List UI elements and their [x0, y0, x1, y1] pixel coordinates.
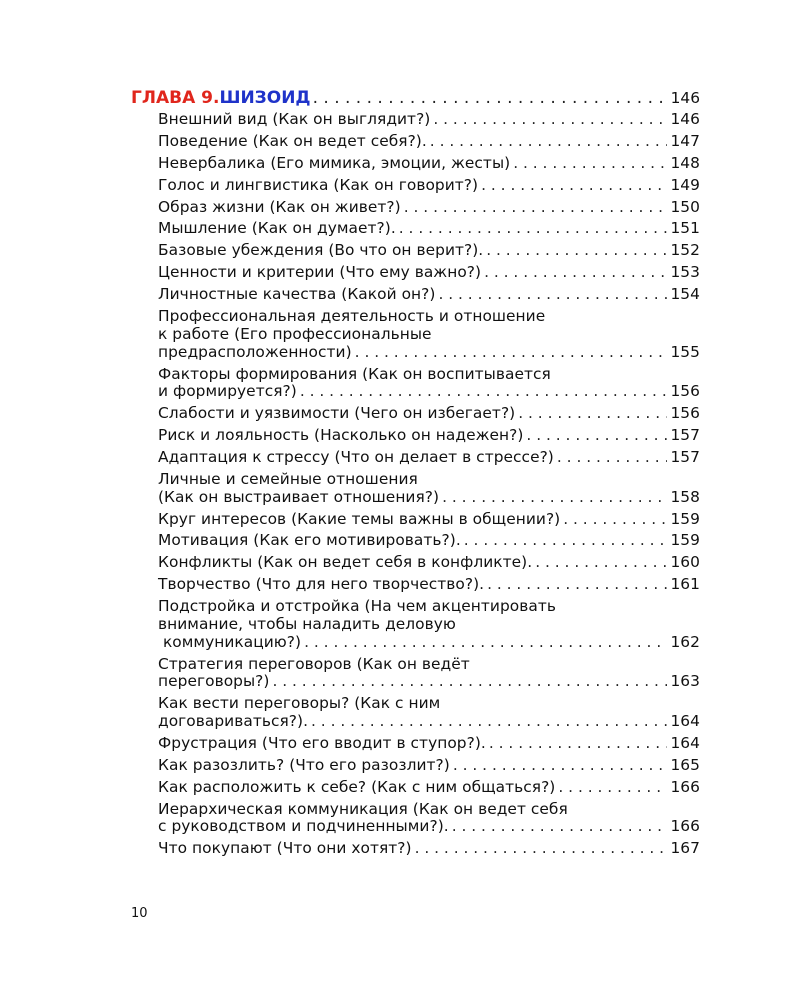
toc-entry-title: Мышление (Как он думает?). [158, 219, 396, 238]
toc-entry-last-line [158, 133, 700, 151]
dot-leader [438, 286, 667, 304]
toc-entry-title: Слабости и уязвимости (Чего он избегает?) [158, 404, 516, 423]
toc-entry [158, 471, 700, 507]
toc-entry-line: Профессиональная деятельность и отношение [158, 307, 546, 326]
toc-entry [158, 511, 700, 529]
toc-entry [158, 801, 700, 837]
toc-entry-page: 155 [670, 342, 700, 361]
toc-entry-title: переговоры?) [158, 672, 270, 691]
toc-entry-last-line [158, 344, 700, 362]
dot-leader [433, 111, 667, 129]
toc-entries [158, 111, 700, 858]
toc-entry-last-line [158, 511, 700, 529]
toc-entry-line: Иерархическая коммуникация (Как он ведет себя [158, 799, 568, 818]
toc-entry-page: 147 [670, 131, 700, 150]
toc-entry-title: Мотивация (Как его мотивировать?). [158, 531, 461, 550]
toc-entry-title: Поведение (Как он ведет себя?). [158, 131, 427, 150]
toc-entry-page: 161 [670, 575, 700, 594]
toc-entry [158, 308, 700, 361]
toc-entry-title: Внешний вид (Как он выглядит?) [158, 110, 431, 128]
dot-leader [300, 383, 668, 401]
toc-entry-last-line [158, 264, 700, 282]
toc-entry-title: Ценности и критерии (Что ему важно?) [158, 263, 482, 282]
toc-entry-last-line [158, 840, 700, 858]
toc-entry-page: 153 [670, 263, 700, 282]
toc-entry-line: Стратегия переговоров (Как он ведёт [158, 654, 470, 673]
dot-leader [486, 242, 667, 260]
dot-leader [487, 576, 667, 594]
toc-entry-last-line [158, 111, 700, 129]
dot-leader [535, 554, 667, 572]
toc-entry [158, 366, 700, 402]
toc-entry-title: Невербалика (Его мимика, эмоции, жесты) [158, 153, 511, 172]
dot-leader [442, 489, 667, 507]
toc-entry-title: Как разозлить? (Что его разозлит?) [158, 755, 450, 774]
dot-leader [313, 86, 668, 110]
toc-entry [158, 242, 700, 260]
toc-entry-title: Голос и лингвистика (Как он говорит?) [158, 175, 479, 194]
toc-entry-page: 156 [670, 382, 700, 401]
toc-entry [158, 155, 700, 173]
toc-entry-line: Факторы формирования (Как он воспитывается [158, 364, 551, 383]
toc-entry-title: Риск и лояльность (Насколько он надежен?) [158, 426, 524, 445]
toc-entry-last-line [158, 199, 700, 217]
toc-entry-page: 159 [670, 509, 700, 528]
toc-entry [158, 427, 700, 445]
toc-entry-title: Что покупают (Что они хотят?) [158, 839, 412, 858]
table-of-contents [131, 86, 700, 862]
toc-entry-last-line [158, 634, 700, 652]
dot-leader [404, 199, 668, 217]
toc-entry-title: договариваться?). [158, 712, 309, 731]
dot-leader [415, 840, 668, 858]
toc-entry [158, 598, 700, 651]
toc-entry-title: Личностные качества (Какой он?) [158, 285, 436, 304]
toc-entry-last-line [158, 405, 700, 423]
toc-entry-last-line [158, 489, 700, 507]
toc-entry [158, 199, 700, 217]
toc-entry [158, 449, 700, 467]
dot-leader [526, 427, 667, 445]
toc-entry [158, 695, 700, 731]
toc-entry-page: 158 [670, 487, 700, 506]
dot-leader [453, 757, 668, 775]
toc-entry-title: и формируется?) [158, 382, 297, 401]
chapter-title: ШИЗОИД [219, 88, 311, 108]
toc-entry [158, 111, 700, 129]
toc-entry-last-line [158, 576, 700, 594]
toc-entry-last-line [158, 220, 700, 238]
toc-entry-page: 154 [670, 285, 700, 304]
toc-entry [158, 656, 700, 692]
dot-leader [563, 511, 667, 529]
dot-leader [272, 673, 667, 691]
toc-entry-last-line [158, 757, 700, 775]
toc-entry-last-line [158, 818, 700, 836]
toc-entry-title: коммуникацию?) [158, 632, 302, 651]
toc-entry-last-line [158, 554, 700, 572]
toc-entry-page: 160 [670, 553, 700, 572]
toc-entry [158, 177, 700, 195]
toc-entry [158, 554, 700, 572]
toc-entry-page: 159 [670, 531, 700, 550]
toc-entry-line: внимание, чтобы наладить деловую [158, 614, 456, 633]
toc-entry-title: Фрустрация (Что его вводит в ступор?). [158, 733, 486, 752]
toc-entry-title: (Как он выстраивает отношения?) [158, 487, 440, 506]
toc-entry [158, 264, 700, 282]
dot-leader [452, 818, 668, 836]
toc-entry-page: 165 [670, 755, 700, 774]
dot-leader [355, 344, 668, 362]
toc-entry-page: 151 [670, 219, 700, 238]
toc-entry-last-line [158, 177, 700, 195]
toc-entry-last-line [158, 673, 700, 691]
dot-leader [311, 713, 667, 731]
toc-entry-title: с руководством и подчиненными?). [158, 817, 449, 836]
toc-entry-page: 166 [670, 777, 700, 796]
chapter-number: ГЛАВА 9. [131, 88, 220, 108]
toc-entry-title: Адаптация к стрессу (Что он делает в стрессе?) [158, 447, 554, 466]
toc-entry-page: 146 [670, 110, 700, 128]
dot-leader [518, 405, 667, 423]
toc-entry-last-line [158, 155, 700, 173]
toc-entry-page: 149 [670, 175, 700, 194]
toc-entry-page: 157 [670, 426, 700, 445]
toc-entry [158, 220, 700, 238]
chapter-page-ref: 146 [670, 89, 700, 107]
toc-entry-title: Конфликты (Как он ведет себя в конфликте). [158, 553, 533, 572]
dot-leader [464, 532, 668, 550]
toc-entry-line: Личные и семейные отношения [158, 469, 418, 488]
dot-leader [484, 264, 667, 282]
toc-entry-last-line [158, 779, 700, 797]
toc-entry-title: Творчество (Что для него творчество?). [158, 575, 485, 594]
toc-entry-page: 157 [670, 447, 700, 466]
toc-entry-page: 167 [670, 839, 700, 858]
toc-entry [158, 133, 700, 151]
toc-entry-last-line [158, 449, 700, 467]
dot-leader [489, 735, 668, 753]
toc-entry [158, 576, 700, 594]
dot-leader [558, 779, 667, 797]
dot-leader [557, 449, 668, 467]
toc-entry-line: Подстройка и отстройка (На чем акцентировать [158, 597, 556, 616]
toc-entry-line: к работе (Его профессиональные [158, 324, 432, 343]
toc-entry-page: 164 [670, 733, 700, 752]
toc-entry [158, 405, 700, 423]
dot-leader [399, 220, 668, 238]
toc-entry [158, 286, 700, 304]
toc-entry-last-line [158, 242, 700, 260]
toc-entry-page: 150 [670, 197, 700, 216]
toc-entry [158, 532, 700, 550]
toc-entry-page: 152 [670, 241, 700, 260]
toc-entry-page: 156 [670, 404, 700, 423]
toc-entry-title: Круг интересов (Какие темы важны в общении?) [158, 509, 561, 528]
toc-entry [158, 757, 700, 775]
toc-entry-last-line [158, 427, 700, 445]
dot-leader [430, 133, 668, 151]
toc-entry-page: 166 [670, 817, 700, 836]
toc-entry [158, 779, 700, 797]
toc-entry-page: 163 [670, 672, 700, 691]
toc-entry [158, 840, 700, 858]
toc-entry-last-line [158, 286, 700, 304]
toc-entry-page: 148 [670, 153, 700, 172]
dot-leader [513, 155, 667, 173]
toc-entry-page: 162 [670, 632, 700, 651]
chapter-heading [131, 86, 700, 112]
toc-entry-title: Образ жизни (Как он живет?) [158, 197, 401, 216]
dot-leader [304, 634, 667, 652]
dot-leader [481, 177, 667, 195]
toc-entry-line: Как вести переговоры? (Как с ним [158, 694, 441, 713]
toc-entry-last-line [158, 532, 700, 550]
toc-entry [158, 735, 700, 753]
toc-entry-page: 164 [670, 712, 700, 731]
toc-entry-last-line [158, 383, 700, 401]
toc-entry-last-line [158, 713, 700, 731]
toc-entry-title: предрасположенности) [158, 342, 352, 361]
toc-entry-last-line [158, 735, 700, 753]
toc-entry-title: Базовые убеждения (Во что он верит?). [158, 241, 484, 260]
page-number: 10 [131, 906, 148, 921]
toc-entry-title: Как расположить к себе? (Как с ним общаться?) [158, 777, 556, 796]
